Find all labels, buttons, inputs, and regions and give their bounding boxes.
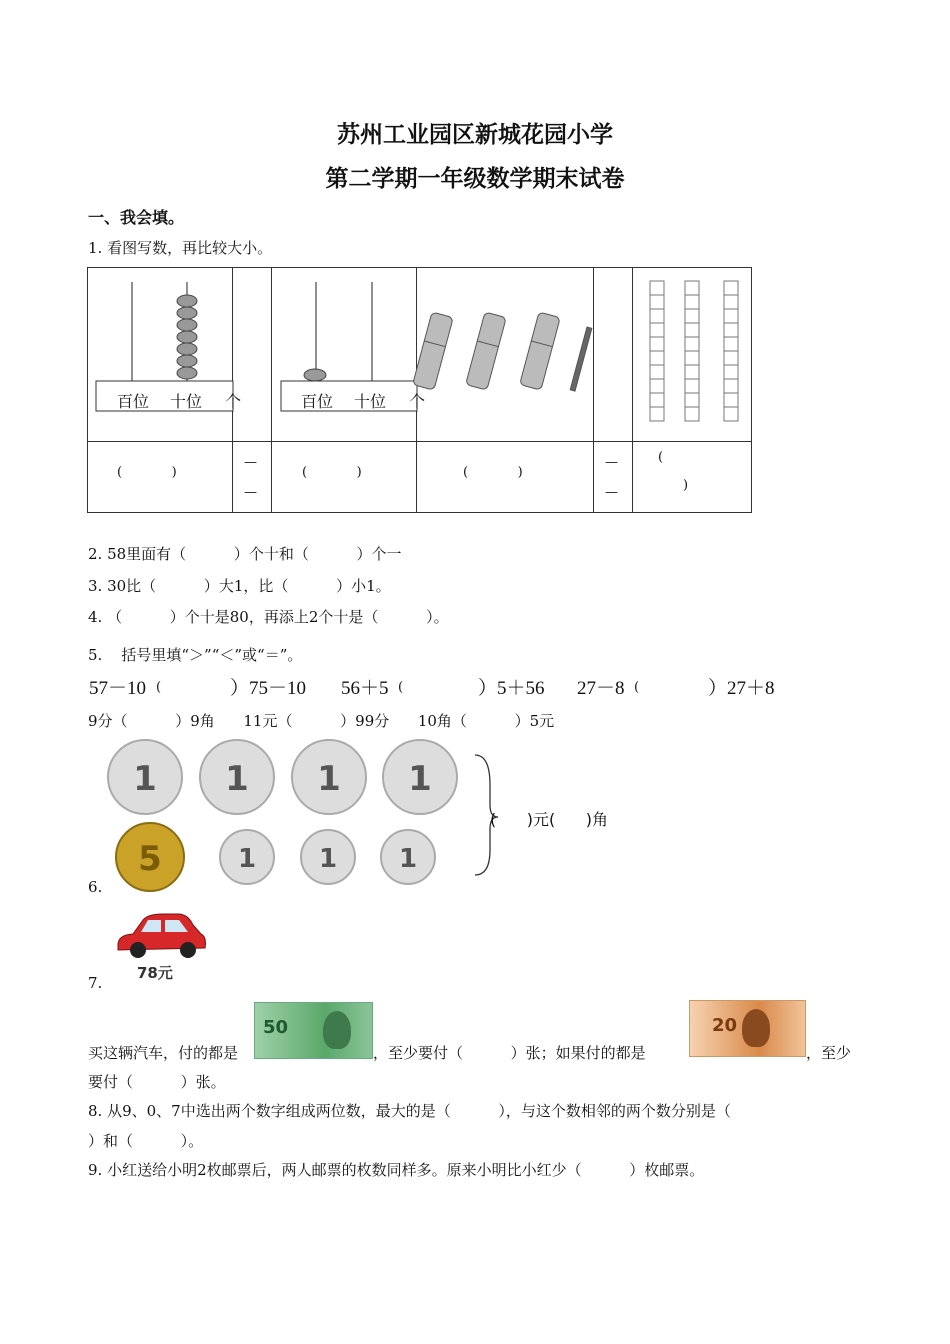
answer-blank-4-open[interactable]: ( xyxy=(658,450,664,465)
expr-27-8: 27－8 xyxy=(577,678,625,699)
expr-75-10: ）75－10 xyxy=(230,678,307,699)
unit-cube xyxy=(685,365,699,379)
unit-cube xyxy=(724,407,738,421)
q7-number: 7. xyxy=(88,974,103,992)
car-image xyxy=(113,910,208,965)
unit-cube xyxy=(685,281,699,295)
expr-56+5: 56＋5 xyxy=(341,678,389,699)
label-tens-2: 十位 xyxy=(354,392,387,411)
q8-text: 8. 从9、0、7中选出两个数字组成两位数，最大的是（ ），与这个数相邻的两个数分别是（ xyxy=(88,1102,731,1120)
q7-text-c: ，至少 xyxy=(806,1044,852,1062)
expr-27+8: ）27＋8 xyxy=(708,678,775,699)
q6-answer[interactable]: ( )元( )角 xyxy=(490,810,609,829)
q5-blank-3[interactable]: ( xyxy=(634,680,640,695)
unit-cube xyxy=(685,379,699,393)
unit-cube xyxy=(650,295,664,309)
ten-rods xyxy=(650,281,738,421)
unit-cube xyxy=(724,323,738,337)
unit-cube xyxy=(724,379,738,393)
unit-cube xyxy=(650,309,664,323)
q4-text: 4. （ ）个十是80，再添上2个十是（ ）。 xyxy=(88,608,449,626)
unit-cube xyxy=(685,351,699,365)
unit-cube xyxy=(724,365,738,379)
svg-text:1: 1 xyxy=(317,759,341,799)
answer-blank-2[interactable]: ( ) xyxy=(302,465,362,480)
unit-cube xyxy=(685,337,699,351)
q1-text: 1. 看图写数，再比较大小。 xyxy=(88,239,273,257)
q3-text: 3. 30比（ ）大1，比（ ）小1。 xyxy=(88,577,391,595)
label-ones-2: 个 xyxy=(409,392,426,411)
note-value: 20 xyxy=(712,1015,738,1036)
q7-text-a: 买这辆汽车，付的都是 xyxy=(88,1044,239,1062)
q7-text-line2: 要付（ ）张。 xyxy=(88,1073,226,1091)
unit-cube xyxy=(650,379,664,393)
unit-cube xyxy=(724,309,738,323)
svg-text:1: 1 xyxy=(408,759,432,799)
unit-cube xyxy=(685,323,699,337)
unit-cube xyxy=(650,351,664,365)
unit-cube xyxy=(650,323,664,337)
unit-cube xyxy=(685,393,699,407)
unit-cube xyxy=(685,295,699,309)
compare-blank-1b: — xyxy=(244,485,257,500)
unit-cube xyxy=(685,309,699,323)
unit-cube xyxy=(650,393,664,407)
svg-text:1: 1 xyxy=(225,759,249,799)
exam-title: 第二学期一年级数学期末试卷 xyxy=(325,166,625,192)
coins xyxy=(100,735,520,895)
note-value: 50 xyxy=(263,1017,289,1038)
expr-5+56: ）5＋56 xyxy=(478,678,545,699)
unit-cube xyxy=(685,407,699,421)
q8-text-2: ）和（ ）。 xyxy=(88,1132,204,1150)
unit-cube xyxy=(650,337,664,351)
q6-number: 6. xyxy=(88,878,103,896)
svg-text:1: 1 xyxy=(398,844,418,874)
label-hundreds-2: 百位 xyxy=(301,392,334,411)
q1-pictures xyxy=(87,267,752,442)
answer-blank-3[interactable]: ( ) xyxy=(463,465,523,480)
svg-text:1: 1 xyxy=(133,759,157,799)
expr-57-10: 57－10 xyxy=(89,678,147,699)
q5-blank-1[interactable]: ( xyxy=(156,680,162,695)
svg-text:1: 1 xyxy=(318,844,338,874)
school-title: 苏州工业园区新城花园小学 xyxy=(337,122,613,148)
answer-blank-4-close: ) xyxy=(683,478,689,493)
q5-row2: 9分（ ）9角 11元（ ）99分 10角（ ）5元 xyxy=(88,712,555,730)
fifty-yuan-note xyxy=(254,1002,373,1059)
twenty-yuan-note xyxy=(689,1000,806,1057)
unit-cube xyxy=(724,393,738,407)
svg-text:5: 5 xyxy=(138,839,162,879)
unit-cube xyxy=(724,337,738,351)
car-price: 78元 xyxy=(137,964,173,982)
compare-blank-2[interactable]: — xyxy=(605,455,618,470)
compare-blank-1[interactable]: — xyxy=(244,455,257,470)
unit-cube xyxy=(650,407,664,421)
unit-cube xyxy=(724,281,738,295)
label-tens: 十位 xyxy=(170,392,203,411)
svg-text:1: 1 xyxy=(237,844,257,874)
answer-blank-1[interactable]: ( ) xyxy=(117,465,177,480)
q5-blank-2[interactable]: ( xyxy=(398,680,404,695)
q7-text-b: ，至少要付（ ）张；如果付的都是 xyxy=(373,1044,646,1062)
unit-cube xyxy=(724,295,738,309)
section-heading: 一、我会填。 xyxy=(88,208,185,227)
q2-text: 2. 58里面有（ ）个十和（ ）个一 xyxy=(88,545,402,563)
label-ones: 个 xyxy=(225,392,242,411)
stick-bundles xyxy=(413,312,592,391)
unit-cube xyxy=(650,281,664,295)
compare-blank-2b: — xyxy=(605,485,618,500)
q9-text: 9. 小红送给小明2枚邮票后，两人邮票的枚数同样多。原来小明比小红少（ ）枚邮票。 xyxy=(88,1161,705,1179)
q5-text: 5. 括号里填“＞”“＜”或“＝”。 xyxy=(88,646,303,664)
unit-cube xyxy=(650,365,664,379)
unit-cube xyxy=(724,351,738,365)
label-hundreds: 百位 xyxy=(117,392,150,411)
